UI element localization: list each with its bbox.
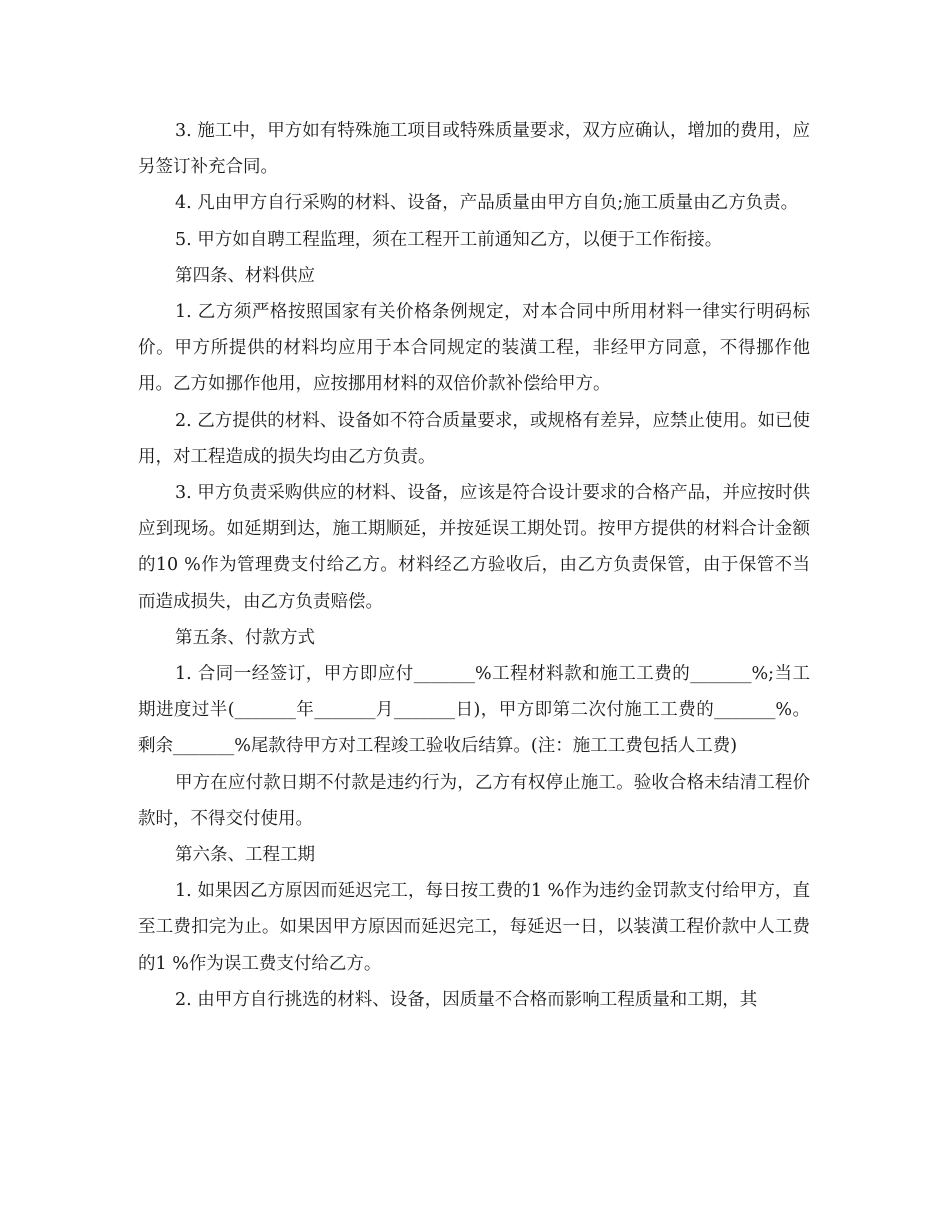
paragraph-3-1: 3. 施工中，甲方如有特殊施工项目或特殊质量要求，双方应确认，增加的费用，应另签订补充合同。 (138, 121, 810, 178)
document-body (138, 113, 810, 1018)
paragraph-4-1: 1. 乙方须严格按照国家有关价格条例规定，对本合同中所用材料一律实行明码标价。甲方所提供的材料均应用于本合同规定的装潢工程，非经甲方同意，不得挪作他用。乙方如挪作他用，应按挪用材料的双倍价款补偿给甲方。 (138, 302, 810, 395)
paragraph-6-2: 2. 由甲方自行挑选的材料、设备，因质量不合格而影响工程质量和工期，其 (175, 989, 758, 1010)
article-5-heading: 第五条、付款方式 (175, 627, 315, 648)
paragraph-3-5: 5. 甲方如自聘工程监理，须在工程开工前通知乙方，以便于工作衔接。 (175, 229, 723, 250)
article-6-heading: 第六条、工程工期 (175, 845, 315, 866)
article-4-heading: 第四条、材料供应 (175, 265, 315, 286)
paragraph-6-1: 1. 如果因乙方原因而延迟完工，每日按工费的1 %作为违约金罚款支付给甲方，直至工费扣完为止。如果因甲方原因而延迟完工，每延迟一日，以装潢工程价款中人工费的1 %作为误工费支付给乙方。 (138, 881, 810, 974)
paragraph-5-note: 甲方在应付款日期不付款是违约行为，乙方有权停止施工。验收合格未结清工程价款时，不得交付使用。 (138, 772, 810, 829)
paragraph-4-3: 3. 甲方负责采购供应的材料、设备，应该是符合设计要求的合格产品，并应按时供应到现场。如延期到达，施工期顺延，并按延误工期处罚。按甲方提供的材料合计金额的10 %作为管理费支付给乙方。材料经乙方验收后，由乙方负责保管，由于保管不当而造成损失，由乙方负责赔偿。 (138, 483, 810, 612)
paragraph-4-2: 2. 乙方提供的材料、设备如不符合质量要求，或规格有差异，应禁止使用。如已使用，对工程造成的损失均由乙方负责。 (138, 410, 810, 467)
paragraph-3-4: 4. 凡由甲方自行采购的材料、设备，产品质量由甲方自负;施工质量由乙方负责。 (175, 193, 799, 214)
paragraph-5-1: 1. 合同一经签订，甲方即应付_______%工程材料款和施工工费的_______%;当工期进度过半(_______年_______月_______日)，甲方即第二次付施工工费的_______%。剩余_______%尾款待甲方对工程竣工验收后结算。(注：施工工费包括人工费) (138, 664, 810, 757)
